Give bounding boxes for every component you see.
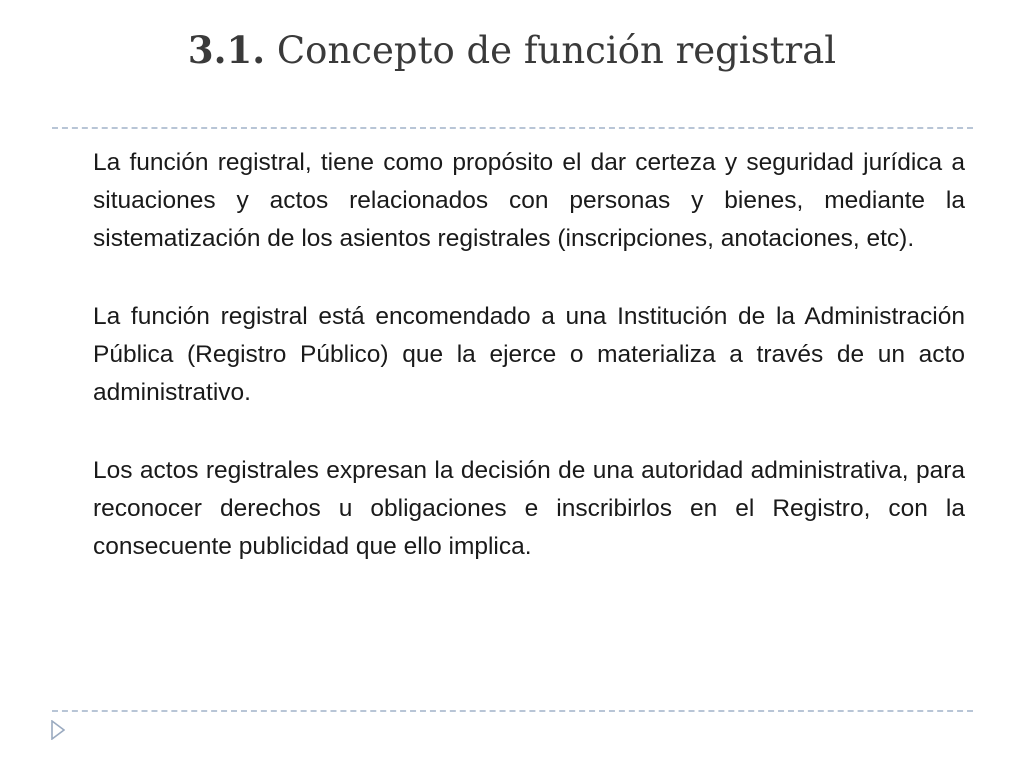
top-divider <box>52 127 973 129</box>
paragraph-1: La función registral, tiene como propósito el dar certeza y seguridad jurídica a situaciones y actos relacionados con personas y bienes, mediante la sistematización de los asientos registrales (inscripciones, anotaciones, etc). <box>93 149 965 252</box>
slide-title <box>0 26 1024 75</box>
triangle-bullet-icon <box>51 720 65 740</box>
body-content <box>93 144 965 606</box>
paragraph-3: Los actos registrales expresan la decisión de una autoridad administrativa, para reconocer derechos u obligaciones e inscribirlos en el Registro, con la consecuente publicidad que ello implica. <box>93 457 965 560</box>
paragraph-2: La función registral está encomendado a una Institución de la Administración Pública (Registro Público) que la ejerce o materializa a través de un acto administrativo. <box>93 303 965 406</box>
bottom-divider <box>52 710 973 712</box>
title-text: Concepto de función registral <box>276 29 837 72</box>
title-number: 3.1. <box>187 28 266 72</box>
